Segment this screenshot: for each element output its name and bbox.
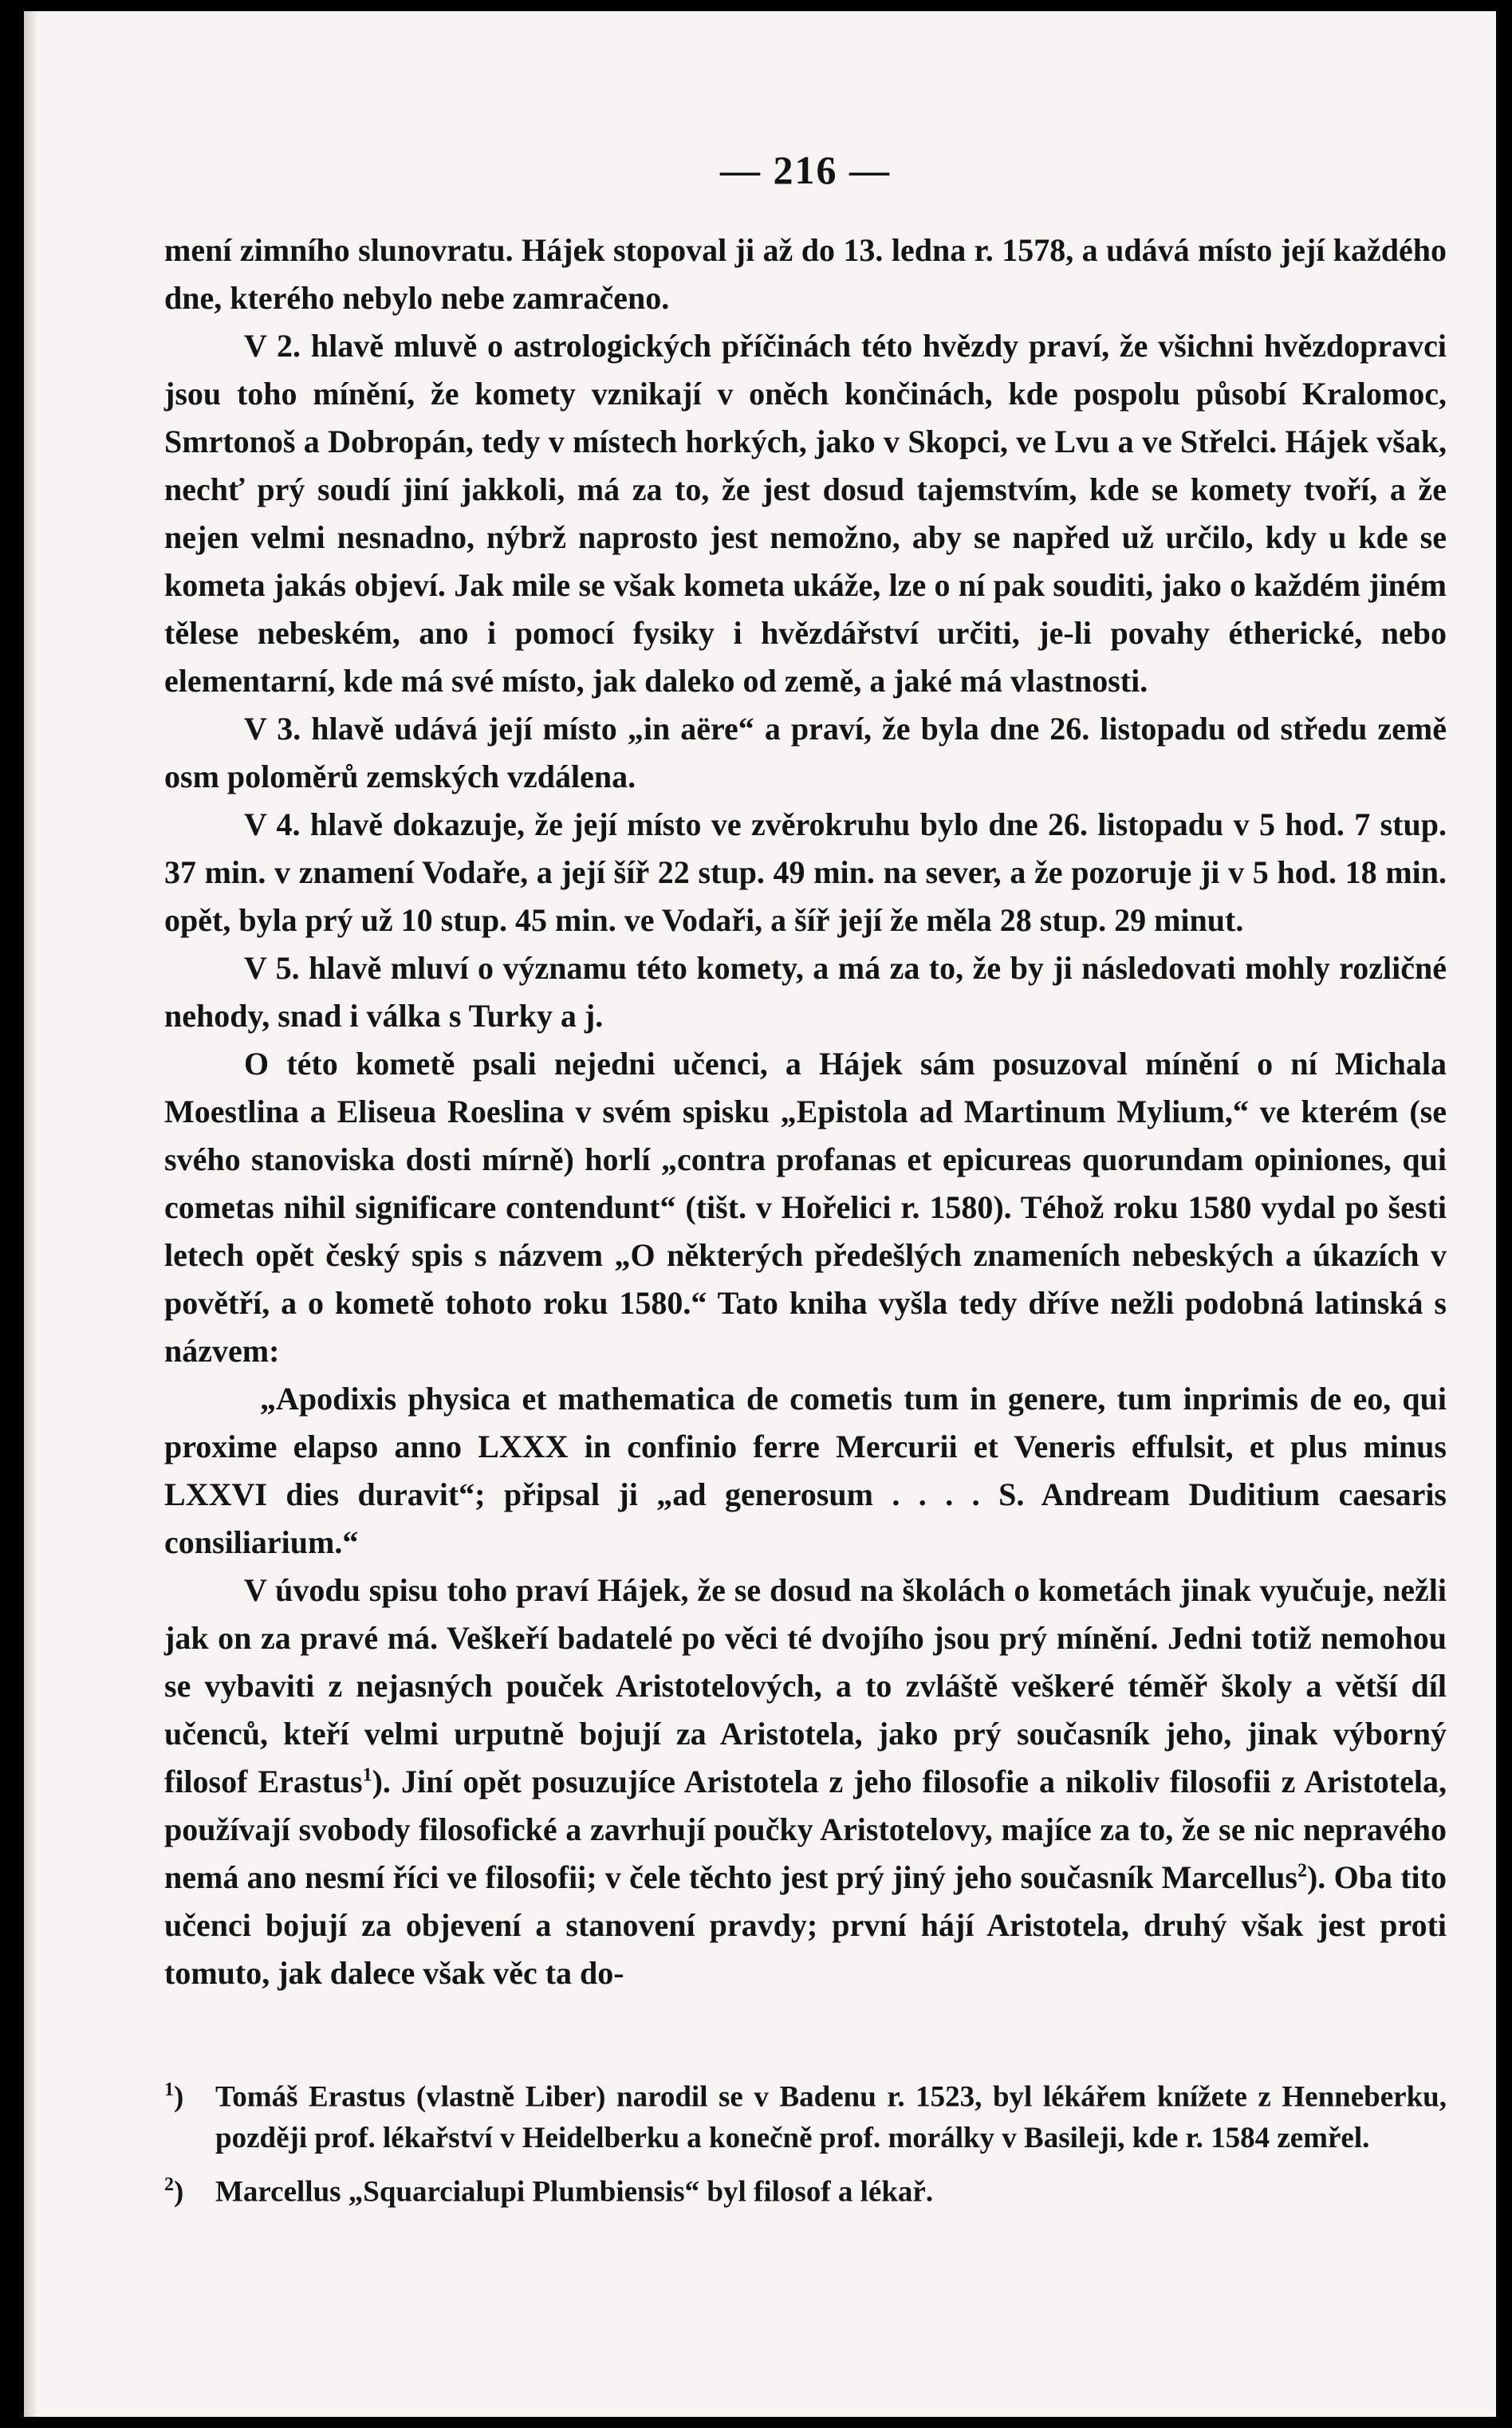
paragraph-1: mení zimního slunovratu. Hájek stopoval ji až do 13. ledna r. 1578, a udává místo její každého dne, kterého nebylo nebe zamračeno.	[164, 232, 1447, 316]
paragraph-8-part-1: V úvodu spisu toho praví Hájek, že se dosud na školách o kometách jinak vyučuje, nežli jak on za pravé má. Veškeří badatelé po věci té dvojího jsou prý mínění. Jedni totiž nemohou se vybaviti z nejasných pouček Aristotelových, a to zvláště veškeré téměř školy a větší díl učenců, kteří velmi urputně bojují za Aristotela, jako prý současník jeho, jinak výborný filosof Erastus	[164, 1572, 1447, 1799]
footnote-1-paren: )	[174, 2080, 184, 2114]
scanned-page	[24, 11, 1496, 2417]
paragraph-8-part-3: ). Oba tito učenci bojují za objevení a stanovení pravdy; první hájí Aristotela, druhý však jest proti tomuto, jak dalece však věc ta do-	[164, 1859, 1447, 1991]
footnote-2-paren: )	[174, 2175, 184, 2209]
paragraph-5: V 5. hlavě mluví o významu této komety, a má za to, že by ji následovati mohly rozličné nehody, snad i válka s Turky a j.	[164, 950, 1447, 1034]
paragraph-3: V 3. hlavě udává její místo „in aëre“ a praví, že byla dne 26. listopadu od středu země osm poloměrů zemských vzdálena.	[164, 711, 1447, 794]
paragraph-8-part-2: ). Jiní opět posuzujíce Aristotela z jeho filosofie a nikoliv filosofii z Aristotela, používají svobody filosofické a zavrhují poučky Aristotelovy, majíce za to, že se nic nepravého nemá ano nesmí říci ve filosofii; v čele těchto jest prý jiný jeho současník Marcellus	[164, 1764, 1447, 1895]
paragraph-6: O této kometě psali nejedni učenci, a Hájek sám posuzoval mínění o ní Michala Moestlina a Eliseua Roeslina v svém spisku „Epistola ad Martinum Mylium,“ ve kterém (se svého stanoviska dosti mírně) horlí „contra profanas et epicureas quorundam opiniones, qui cometas nihil significare contendunt“ (tišt. v Hořelici r. 1580). Téhož roku 1580 vydal po šesti letech opět český spis s názvem „O některých předešlých znameních nebeských a úkazích v povětří, a o kometě tohoto roku 1580.“ Tato kniha vyšla tedy dříve nežli podobná latinská s názvem:	[164, 1046, 1447, 1369]
footnote-1	[164, 2069, 1447, 2159]
footnotes	[164, 2069, 1447, 2218]
paragraph-2: V 2. hlavě mluvě o astrologických příčinách této hvězdy praví, že všichni hvězdopravci jsou toho mínění, že komety vznikají v oněch končinách, kde pospolu působí Kralomoc, Smrtonoš a Dobropán, tedy v místech horkých, jako v Skopci, ve Lvu a ve Střelci. Hájek však, nechť prý soudí jiní jakkoli, má za to, že jest dosud tajemstvím, kde se komety tvoří, a že nejen velmi nesnadno, nýbrž naprosto jest nemožno, aby se napřed už určilo, kdy u kde se kometa jakás objeví. Jak mile se však kometa ukáže, lze o ní pak souditi, jako o každém jiném tělese nebeském, ano i pomocí fysiky i hvězdářství určiti, je-li povahy étherické, nebo elementarní, kde má své místo, jak daleko od země, a jaké má vlastnosti.	[164, 328, 1447, 699]
footnote-2	[164, 2164, 1447, 2213]
footnote-2-number: 2	[164, 2174, 174, 2196]
page-number: — 216 —	[720, 148, 891, 192]
page-edge-shadow	[24, 11, 38, 2417]
quote-paragraph: „Apodixis physica et mathematica de cometis tum in genere, tum inprimis de eo, qui proxime elapso anno LXXX in confinio ferre Mercurii et Veneris effulsit, et plus minus LXXVI dies duravit“; připsal ji „ad generosum . . . . S. Andream Duditium caesaris consiliarium.“	[164, 1381, 1447, 1560]
footnote-1-number: 1	[164, 2079, 174, 2100]
footnote-1-text: Tomáš Erastus (vlastně Liber) narodil se v Badenu r. 1523, byl lékářem knížete z Henneberku, později prof. lékařství v Heidelberku a konečně prof. morálky v Basileji, kde r. 1584 zemřel.	[215, 2080, 1447, 2155]
footnote-ref-2: 2	[1297, 1860, 1307, 1882]
paragraph-4: V 4. hlavě dokazuje, že její místo ve zvěrokruhu bylo dne 26. listopadu v 5 hod. 7 stup. 37 min. v znamení Vodaře, a její šíř 22 stup. 49 min. na sever, a že pozoruje ji v 5 hod. 18 min. opět, byla prý už 10 stup. 45 min. ve Vodaři, a šíř její že měla 28 stup. 29 minut.	[164, 806, 1447, 938]
paragraph-8	[164, 1567, 1447, 1997]
footnote-1-marker	[164, 2069, 215, 2118]
footnote-2-text: Marcellus „Squarcialupi Plumbiensis“ byl filosof a lékař.	[215, 2175, 934, 2209]
footnote-2-marker	[164, 2164, 215, 2213]
footnote-ref-1: 1	[362, 1764, 372, 1786]
body-text	[164, 227, 1447, 1997]
